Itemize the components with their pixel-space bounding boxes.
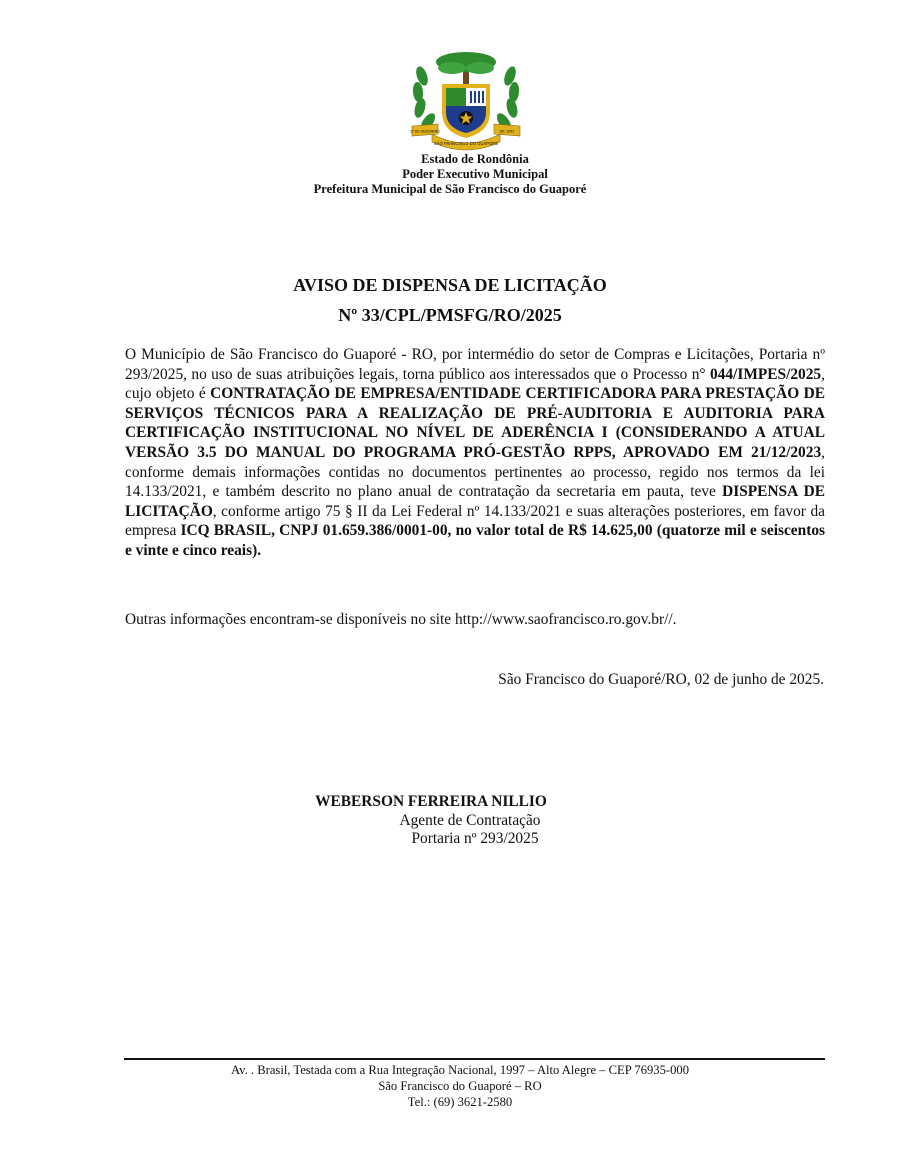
body-legal-basis: , conforme artigo 75 § II da Lei Federal nº 14.133/2021 e suas alterações posteriores, em favor da empresa [125, 502, 825, 540]
body-regulation: , conforme demais informações contidas no documentos pertinentes ao processo, regido nos termos da lei 14.133/2021, e também descrito no plano anual de contratação da secretaria em pauta, teve [125, 443, 825, 501]
contract-object: CONTRATAÇÃO DE EMPRESA/ENTIDADE CERTIFICADORA PARA PRESTAÇÃO DE SERVIÇOS TÉCNICOS PARA A REALIZAÇÃO DE PRÉ-AUDITORIA E AUDITORIA PARA CERTIFICAÇÃO INSTITUCIONAL NO NÍVEL DE ADERÊNCIA I (CONSIDERANDO A ATUAL VERSÃO 3.5 DO MANUAL DO PROGRAMA PRÓ-GESTÃO RPPS, APROVADO EM 21/12/2023 [125, 385, 826, 461]
dispensa-label: DISPENSA DE LICITAÇÃO [125, 483, 825, 520]
municipal-office: Prefeitura Municipal de São Francisco do Guaporé [313, 182, 587, 196]
other-info: Outras informações encontram-se disponíveis no site http://www.saofrancisco.ro.gov.br//. [125, 611, 677, 628]
dateline: São Francisco do Guaporé/RO, 02 de junho de 2025. [498, 671, 824, 688]
footer-phone: Tel.: (69) 3621-2580 [407, 1095, 513, 1109]
ribbon-left-text: 27 DE DEZEMBRO [410, 129, 440, 134]
footer-city: São Francisco do Guaporé – RO [378, 1079, 542, 1093]
process-number: 044/IMPES/2025 [709, 365, 822, 383]
signatory-role: Agente de Contratação [399, 811, 541, 829]
ribbon-right-text: DE 1992 [499, 129, 515, 134]
footer-divider [124, 1058, 825, 1060]
body-intro: O Município de São Francisco do Guaporé - RO, por intermédio do setor de Compras e Licitações, Portaria nº 293/2025, no uso de suas atribuições legais, torna público aos interessados que o Processo n° [125, 346, 825, 383]
executive-branch: Poder Executivo Municipal [402, 167, 548, 181]
signatory-name: WEBERSON FERREIRA NILLIO [315, 793, 547, 810]
signature-block [0, 793, 900, 849]
notice-title-line: AVISO DE DISPENSA DE LICITAÇÃO [293, 275, 607, 295]
body-object-lead: , cujo objeto é [125, 365, 825, 403]
state-name: Estado de Rondônia [421, 152, 529, 166]
shield-icon [442, 84, 490, 138]
notice-number: Nº 33/CPL/PMSFG/RO/2025 [338, 305, 562, 325]
ribbon-center-text: SÃO FRANCISCO DO GUAPORÉ [433, 141, 499, 146]
notice-body [125, 345, 825, 561]
company-and-value: ICQ BRASIL, CNPJ 01.659.386/0001-00, no valor total de R$ 14.625,00 (quatorze mil e seiscentos e vinte e cinco reais). [125, 522, 825, 559]
notice-title [0, 270, 900, 330]
signatory-ordinance: Portaria nº 293/2025 [411, 830, 539, 847]
document-footer [0, 1062, 900, 1110]
footer-address: Av. . Brasil, Testada com a Rua Integração Nacional, 1997 – Alto Alegre – CEP 76935-000 [231, 1063, 689, 1077]
municipal-coat-of-arms-icon [402, 46, 530, 154]
document-header [0, 152, 900, 197]
